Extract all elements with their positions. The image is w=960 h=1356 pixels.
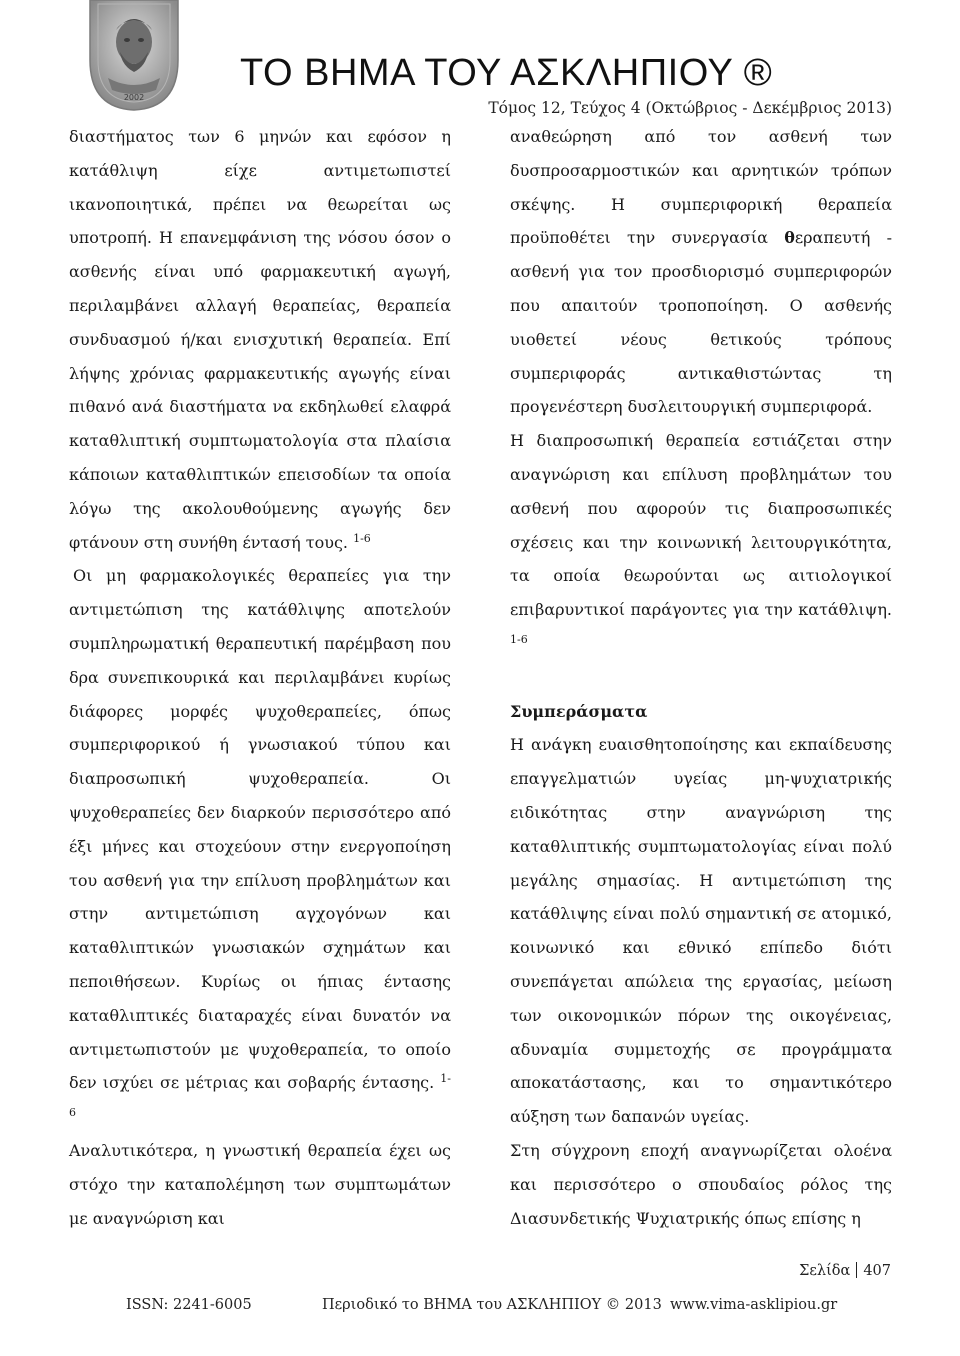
- paragraph: [510, 120, 892, 424]
- bold-letter: θ: [784, 228, 795, 248]
- paragraph-text: αναθεώρηση από τον ασθενή των δυσπροσαρμοστικών και αρνητικών τρόπων σκέψης. Η συμπεριφορική θεραπεία προϋποθέτει την συνεργασία: [510, 127, 892, 248]
- journal-title: ΤΟ ΒΗΜΑ ΤΟΥ ΑΣΚΛΗΠΙΟΥ ®: [240, 52, 773, 94]
- paragraph-text: διαστήματος των 6 μηνών και εφόσον η κατάθλιψη είχε αντιμετωπιστεί ικανοποιητικά, πρέπει να θεωρείται ως υποτροπή. Η επανεμφάνιση της νόσου όσον ο ασθενής είναι υπό φαρμακευτική αγωγή, περιλαμβάνει αλλαγή θεραπείας, θεραπεία συνδυασμού ή/και ενισχυτική θεραπεία. Επί λήψης χρόνιας φαρμακευτικής αγωγής είναι πιθανό ανά διαστήματα να εκδηλωθεί ελαφρά καταθλιπτική συμπτωματολογία στα πλαίσια κάποιων καταθλιπτικών επεισοδίων τα οποία λόγω της ακολουθούμενης αγωγής δεν φτάνουν στη συνήθη έντασή τους.: [69, 127, 451, 552]
- page-label: Σελίδα: [799, 1263, 851, 1279]
- logo-year: 2002: [123, 93, 145, 102]
- paragraph: [510, 424, 892, 661]
- section-heading: Συμπεράσματα: [510, 701, 648, 721]
- footer-url[interactable]: www.vima-asklipiou.gr: [670, 1297, 838, 1313]
- paragraph: Η ανάγκη ευαισθητοποίησης και εκπαίδευσης επαγγελματιών υγείας μη-ψυχιατρικής ειδικότητας στην αναγνώριση της καταθλιπτικής συμπτωματολογίας είναι πολύ μεγάλης σημασίας. Η αντιμετώπιση της κατάθλιψης είναι πολύ σημαντική σε ατομικό, κοινωνικό και εθνικό επίπεδο διότι συνεπάγεται απώλεια της εργασίας, μείωση των οικονομικών πόρων της οικογένειας, αδυναμία συμμετοχής σε προγράμματα αποκατάστασης, και το σημαντικότερο αύξηση των δαπανών υγείας.: [510, 735, 892, 1127]
- paragraph-text: Οι μη φαρμακολογικές θεραπείες για την αντιμετώπιση της κατάθλιψης αποτελούν συμπληρωματική θεραπευτική παρέμβαση που δρα συνεπικουρικά και περιλαμβάνει κυρίως διάφορες μορφές ψυχοθεραπείες, όπως συμπεριφορικού ή γνωσιακού τύπου και διαπροσωπική ψυχοθεραπεία. Οι ψυχοθεραπείες δεν διαρκούν περισσότερο από έξι μήνες και στοχεύουν στην ενεργοποίηση του ασθενή για την επίλυση προβλημάτων και στην αντιμετώπιση αγχογόνων και καταθλιπτικών γνωσιακών σχημάτων και πεποιθήσεων. Κυρίως οι ήπιας έντασης καταθλιπτικές διαταραχές είναι δυνατόν να αντιμετωπιστούν με ψυχοθεραπεία, το οποίο δεν ισχύει σε μέτριας και σοβαρής έντασης.: [69, 566, 451, 1093]
- issue-info: Τόμος 12, Τεύχος 4 (Οκτώβριος - Δεκέμβριος 2013): [488, 99, 892, 117]
- paragraph: [69, 559, 451, 1134]
- footer-journal: Περιοδικό το ΒΗΜΑ του ΑΣΚΛΗΠΙΟΥ © 2013: [322, 1297, 662, 1313]
- right-column: [510, 120, 892, 1235]
- paragraph-text: Η διαπροσωπική θεραπεία εστιάζεται στην αναγνώριση και επίλυση προβλημάτων του ασθενή που αφορούν τις διαπροσωπικές σχέσεις και την κοινωνική λειτουργικότητα, τα οποία θεωρούνται ως αιτιολογικοί επιβαρυντικοί παράγοντες για την κατάθλιψη.: [510, 431, 892, 620]
- page-value: 407: [863, 1263, 891, 1279]
- paragraph-text: εραπευτή - ασθενή για τον προσδιορισμό συμπεριφορών που απαιτούν τροποποίηση. Ο ασθενής υιοθετεί νέους θετικούς τρόπους συμπεριφοράς αντικαθιστώντας τη προγενέστερη δυσλειτουργική συμπεριφορά.: [510, 228, 893, 417]
- journal-logo: [86, 0, 182, 112]
- paragraph: [69, 120, 451, 559]
- paragraph: Στη σύγχρονη εποχή αναγνωρίζεται ολοένα και περισσότερο ο σπουδαίος ρόλος της Διασυνδετικής Ψυχιατρικής όπως επίσης η: [510, 1140, 892, 1228]
- page-footer: [0, 1297, 960, 1319]
- page-divider: [856, 1262, 857, 1278]
- left-column: [69, 120, 451, 1235]
- footer-issn: ISSN: 2241-6005: [126, 1297, 252, 1313]
- paragraph: Αναλυτικότερα, η γνωστική θεραπεία έχει ως στόχο την καταπολέμηση των συμπτωμάτων με αναγνώριση και: [69, 1140, 451, 1228]
- citation: 1-6: [353, 531, 371, 545]
- page-number: [799, 1262, 891, 1279]
- citation: 1-6: [510, 632, 528, 646]
- citation: 1-6: [69, 1072, 451, 1120]
